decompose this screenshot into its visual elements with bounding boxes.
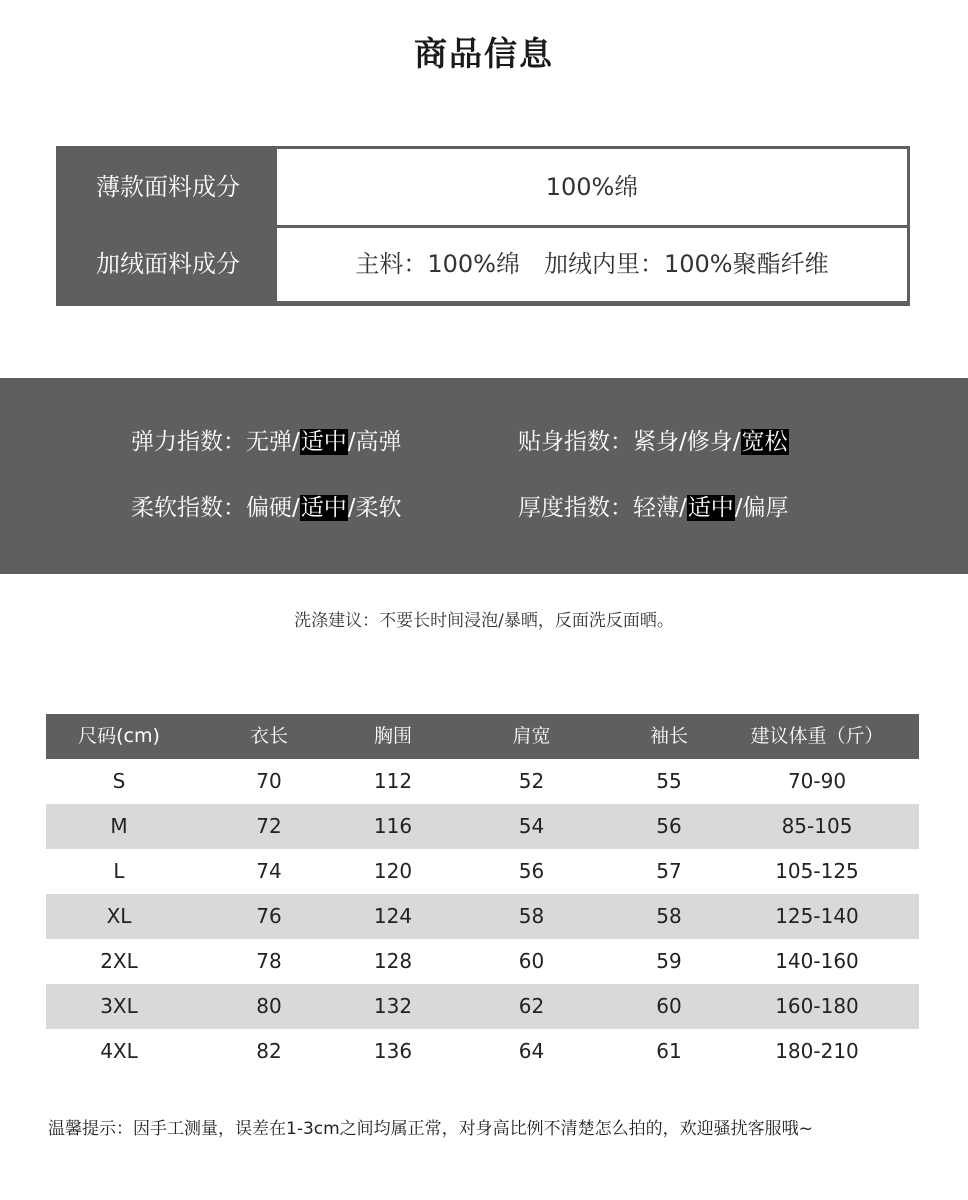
fabric-label: 薄款面料成分 [96,173,240,201]
table-cell: 82 [256,1039,282,1063]
table-cell: 54 [518,814,545,838]
header-weight: 建议体重（斤） [750,725,884,747]
fabric-value: 主料：100%绵 加绒内里：100%聚酯纤维 [277,228,907,301]
index-option: 紧身 [633,429,679,455]
table-row [46,1029,919,1074]
table-cell: XL [106,904,132,928]
header-length: 衣长 [249,725,288,747]
wash-advice: 洗涤建议：不要长时间浸泡/暴晒，反面洗反面晒。 [294,611,674,631]
table-cell: 59 [656,949,682,973]
index-label: 弹力指数： [131,429,246,455]
index-option: 偏硬 [246,495,292,521]
size-table-header [46,714,919,759]
index-option-selected: 适中 [687,495,734,521]
table-cell: 132 [373,994,413,1018]
table-cell: 60 [518,949,545,973]
header-sleeve: 袖长 [649,725,688,747]
table-cell: 4XL [100,1039,138,1063]
table-cell: 128 [373,949,413,973]
table-row [46,804,919,849]
index-option-selected: 适中 [300,429,347,455]
table-cell: 2XL [100,949,138,973]
fabric-row-thin [59,149,907,226]
table-cell: L [113,859,125,883]
fabric-row-fleece [59,226,907,303]
table-cell: 60 [656,994,682,1018]
measurement-tip: 温馨提示：因手工测量，误差在1-3cm之间均属正常，对身高比例不清楚怎么拍的，欢迎骚扰客服哦~ [48,1119,813,1139]
size-table [46,714,919,1074]
index-label: 柔软指数： [131,495,246,521]
page-title: 商品信息 [414,34,554,73]
index-label: 贴身指数： [518,429,633,455]
table-cell: 58 [656,904,682,928]
table-cell: 136 [373,1039,413,1063]
table-cell: 125-140 [775,904,859,928]
index-option: 偏厚 [742,495,789,521]
index-option: 轻薄 [633,495,679,521]
table-cell: 76 [256,904,282,928]
index-option-selected: 宽松 [741,429,788,455]
table-cell: 56 [656,814,682,838]
table-cell: 112 [373,769,413,793]
table-cell: 105-125 [775,859,859,883]
table-cell: 70 [256,769,282,793]
table-cell: 72 [256,814,282,838]
table-row [46,939,919,984]
table-cell: S [112,769,126,793]
index-elastic: 弹力指数：无弹/适中/高弹 [131,429,402,455]
table-cell: 140-160 [775,949,859,973]
fabric-label: 加绒面料成分 [96,250,240,278]
table-cell: 57 [656,859,682,883]
fabric-composition-table [56,146,910,306]
table-cell: 116 [373,814,413,838]
table-row [46,894,919,939]
header-chest: 胸围 [373,725,412,747]
index-thickness: 厚度指数：轻薄/适中/偏厚 [518,495,789,521]
table-cell: 61 [656,1039,682,1063]
table-row [46,759,919,804]
table-cell: 56 [518,859,545,883]
index-fit: 贴身指数：紧身/修身/宽松 [518,429,788,455]
header-size: 尺码(cm) [78,725,160,747]
table-row [46,849,919,894]
index-option: 无弹 [246,429,292,455]
table-cell: 55 [656,769,682,793]
table-cell: 62 [518,994,545,1018]
table-cell: 64 [518,1039,545,1063]
index-softness: 柔软指数：偏硬/适中/柔软 [131,495,402,521]
index-label: 厚度指数： [518,495,633,521]
index-option: 修身 [686,429,733,455]
index-option: 柔软 [355,495,402,521]
header-shoulder: 肩宽 [512,725,551,747]
table-cell: 70-90 [787,769,847,793]
table-cell: 180-210 [775,1039,859,1063]
index-option: 高弹 [355,429,402,455]
table-cell: M [110,814,128,838]
table-cell: 85-105 [781,814,853,838]
table-cell: 58 [518,904,545,928]
table-cell: 120 [373,859,413,883]
table-cell: 124 [373,904,413,928]
table-cell: 80 [256,994,282,1018]
index-option-selected: 适中 [300,495,347,521]
index-panel [0,378,968,574]
table-cell: 74 [256,859,282,883]
table-cell: 78 [256,949,282,973]
table-cell: 160-180 [775,994,859,1018]
table-cell: 52 [518,769,545,793]
table-cell: 3XL [100,994,138,1018]
fabric-value: 100%绵 [277,149,907,225]
size-table-body [46,759,919,1074]
table-row [46,984,919,1029]
